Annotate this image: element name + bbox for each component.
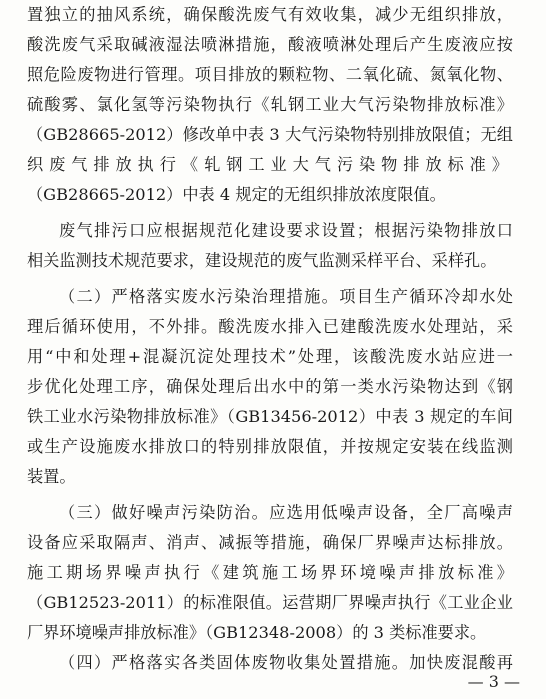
text-line: 步优化处理工序，确保处理后出水中的第一类水污染物达到《钢: [27, 377, 513, 396]
text-line: 废气排污口应根据规范化建设要求设置；根据污染物排放口: [59, 221, 513, 240]
text-line: （二）严格落实废水污染治理措施。项目生产循环冷却水处: [59, 287, 513, 306]
text-line: （GB12523-2011）的标准限值。运营期厂界噪声执行《工业企业: [27, 593, 513, 612]
text-line: 装置。: [27, 467, 76, 486]
text-line: 施工期场界噪声执行《建筑施工场界环境噪声排放标准》: [27, 563, 513, 582]
text-line: 厂界环境噪声排放标准》（GB12348-2008）的 3 类标准要求。: [27, 623, 487, 642]
text-line: 设备应采取隔声、消声、减振等措施，确保厂界噪声达标排放。: [27, 533, 513, 552]
text-line: 置独立的抽风系统，确保酸洗废气有效收集，减少无组织排放，: [27, 5, 513, 24]
page-number: — 3 —: [467, 672, 520, 691]
text-line: 理后循环使用，不外排。酸洗废水排入已建酸洗废水处理站，采: [27, 317, 513, 336]
text-line: （GB28665-2012）中表 4 规定的无组织排放浓度限值。: [27, 185, 446, 204]
text-line: 铁工业水污染物排放标准》（GB13456-2012）中表 3 规定的车间: [27, 407, 513, 426]
text-line: （三）做好噪声污染防治。应选用低噪声设备，全厂高噪声: [59, 503, 513, 522]
text-line: 照危险废物进行管理。项目排放的颗粒物、二氧化硫、氮氧化物、: [27, 65, 513, 84]
text-line: 织废气排放执行《轧钢工业大气污染物排放标准》: [27, 155, 513, 174]
text-line: 硫酸雾、氯化氢等污染物执行《轧钢工业大气污染物排放标准》: [27, 95, 513, 114]
text-line: （四）严格落实各类固体废物收集处置措施。加快废混酸再: [59, 653, 513, 672]
text-line: 相关监测技术规范要求，建设规范的废气监测采样平台、采样孔。: [27, 251, 497, 270]
text-line: 或生产设施废水排放口的特别排放限值，并按规定安装在线监测: [27, 437, 513, 456]
text-line: 酸洗废气采取碱液湿法喷淋措施，酸液喷淋处理后产生废液应按: [27, 35, 513, 54]
text-line: 用“中和处理+混凝沉淀处理技术”处理，该酸洗废水站应进一: [27, 347, 513, 366]
text-line: （GB28665-2012）修改单中表 3 大气污染物特别排放限值；无组: [27, 125, 513, 144]
